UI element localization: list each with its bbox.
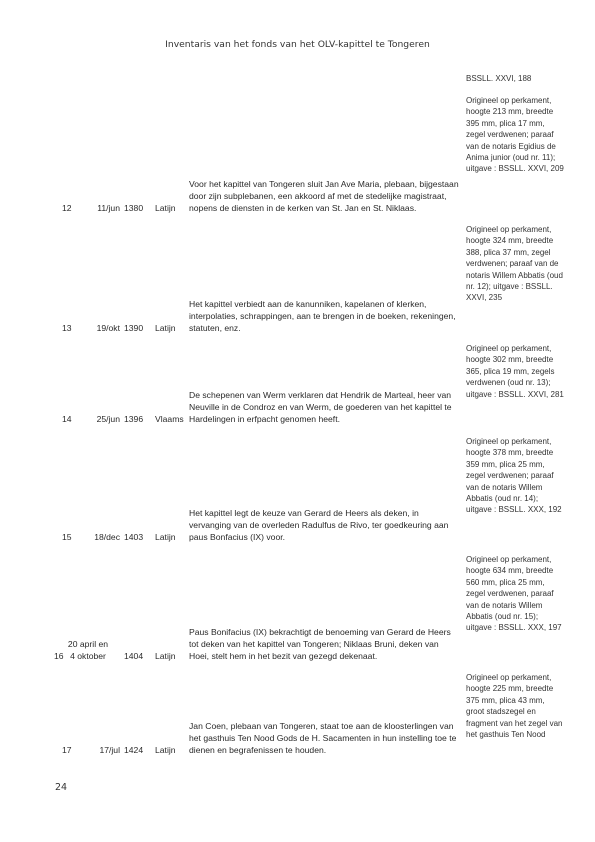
entry-notes: Origineel op perkament, hoogte 213 mm, breedte 395 mm, plica 17 mm, zegel verdwenen; paraaf van de notaris Egidius de Anima junior (oud nr. 11); uitgave : BSSLL. XXVI, 209 [466, 96, 564, 174]
entry-language: Latijn [155, 322, 176, 333]
entry-notes: Origineel op perkament, hoogte 634 mm, breedte 560 mm, plica 25 mm, zegel verdwenen, paraaf van de notaris Willem Abbatis (oud nr. 15); uitgave : BSSLL. XXX, 197 [466, 555, 562, 633]
entry-date: 19/okt [96, 322, 120, 333]
entry-number: 15 [62, 531, 72, 542]
entry-notes: Origineel op perkament, hoogte 302 mm, breedte 365, plica 19 mm, zegels verdwenen (oud nr. 13); uitgave : BSSLL. XXVI, 281 [466, 344, 564, 399]
entry-description: Voor het kapittel van Tongeren sluit Jan Ave Maria, plebaan, bijgestaan door zijn subplebanen, een akkoord af met de stedelijke magistraat, nopens de diensten in de kerken van St. Jan en St. Niklaas. [189, 178, 459, 213]
entry-year: 1404 [124, 650, 144, 661]
entry-number: 13 [62, 322, 72, 333]
entry-date: 25/jun [96, 413, 120, 424]
entry-date: 11/jun [97, 202, 120, 213]
entry-date: 20 april en 4 oktober [67, 638, 109, 661]
entry-date: 18/dec [94, 531, 120, 542]
entry-year: 1403 [124, 531, 144, 542]
page-number: 24 [55, 782, 68, 793]
entry-language: Latijn [155, 744, 176, 755]
entry-notes: Origineel op perkament, hoogte 324 mm, breedte 388, plica 37 mm, zegel verdwenen; paraaf van de notaris Willem Abbatis (oud nr. 12); uitgave : BSSLL. XXVI, 235 [466, 225, 563, 303]
continuation-note: BSSLL. XXVI, 188 [466, 74, 532, 83]
table-row [0, 554, 595, 662]
entry-language: Latijn [155, 531, 176, 542]
entry-description: Paus Bonifacius (IX) bekrachtigt de benoeming van Gerard de Heers tot deken van het kapittel van Tongeren; Niklaas Bruni, deken van Hoei, stelt hem in het bezit van gezegd dekenaat. [189, 626, 451, 661]
entry-language: Latijn [155, 202, 176, 213]
table-row [0, 224, 595, 334]
entry-description: Het kapittel verbiedt aan de kanunniken, kapelanen of klerken, interpolaties, schrappingen, aan te brengen in de boeken, rekeningen, statuten, enz. [189, 298, 456, 333]
entry-description: Jan Coen, plebaan van Tongeren, staat toe aan de kloosterlingen van het gasthuis Ten Nood Gods de H. Sacamenten in hun instelling toe te dienen en begrafenissen te houden. [189, 720, 457, 755]
page-header: Inventaris van het fonds van het OLV-kapittel te Tongeren [165, 39, 430, 50]
entry-notes: Origineel op perkament, hoogte 225 mm, breedte 375 mm, plica 43 mm, groot stadszegel en fragment van het zegel van het gasthuis Ten Nood [466, 673, 563, 740]
entry-number: 17 [62, 744, 72, 755]
entry-notes: Origineel op perkament, hoogte 378 mm, breedte 359 mm, plica 25 mm, zegel verdwenen; paraaf van de notaris Willem Abbatis (oud nr. 14); uitgave : BSSLL. XXX, 192 [466, 437, 562, 515]
entry-description: Het kapittel legt de keuze van Gerard de Heers als deken, in vervanging van de overleden Radulfus de Rivo, ter goedkeuring aan paus Bonfacius (IX) voor. [189, 507, 449, 542]
entry-date: 17/jul [99, 744, 120, 755]
table-row [0, 672, 595, 756]
entry-year: 1390 [124, 322, 144, 333]
entry-number: 16 [54, 650, 64, 661]
table-row [0, 343, 595, 425]
entry-language: Latijn [155, 650, 176, 661]
entry-number: 14 [62, 413, 72, 424]
entry-year: 1424 [124, 744, 144, 755]
table-row [0, 95, 595, 214]
entry-year: 1396 [124, 413, 144, 424]
table-row [0, 436, 595, 543]
entry-year: 1380 [124, 202, 144, 213]
entry-description: De schepenen van Werm verklaren dat Hendrik de Marteal, heer van Neuville in de Condroz en van Werm, de goederen van het kapittel te Hardelingen in erfpacht genomen heeft. [189, 389, 452, 424]
entry-language: Vlaams [155, 413, 184, 424]
entry-number: 12 [62, 202, 72, 213]
